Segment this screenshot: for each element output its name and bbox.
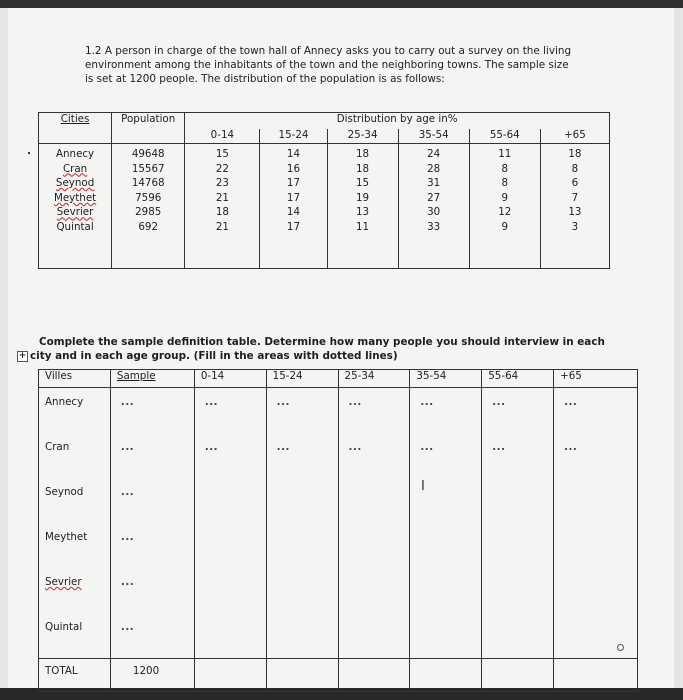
table-row (39, 388, 638, 434)
pct-value: 8 (501, 162, 509, 175)
pct-value: 9 (501, 220, 509, 233)
pct-value: 7 (571, 191, 579, 204)
city-name: Annecy (55, 148, 95, 160)
population-value: 14768 (131, 177, 165, 190)
fill-cell[interactable] (194, 478, 266, 523)
pct-column-55-64 (469, 144, 540, 269)
fill-cell[interactable]: ... (110, 613, 194, 659)
header-distribution: Distribution by age in% (185, 113, 610, 130)
population-distribution-table (38, 112, 610, 269)
pct-value: 13 (356, 206, 370, 219)
fill-cell[interactable] (338, 613, 410, 659)
row-city: Cran (39, 433, 111, 478)
fill-cell[interactable]: ... (410, 433, 482, 478)
pct-value: 3 (571, 220, 579, 233)
fill-cell[interactable]: ... (110, 478, 194, 523)
table-row (39, 433, 638, 478)
pct-value: 18 (215, 206, 229, 219)
fill-cell[interactable] (194, 659, 266, 692)
fill-cell[interactable]: ... (554, 433, 638, 478)
pct-value: 12 (498, 206, 512, 219)
population-value: 15567 (131, 162, 165, 175)
fill-cell[interactable] (410, 659, 482, 692)
pct-value: 30 (427, 206, 441, 219)
fill-cell[interactable]: ... (482, 388, 554, 434)
text-cursor-icon: I (421, 479, 425, 494)
row-city: Annecy (39, 388, 111, 434)
total-label: TOTAL (39, 659, 111, 692)
fill-cell[interactable] (482, 659, 554, 692)
city-name: Quintal (56, 220, 94, 233)
fill-cell[interactable] (410, 568, 482, 613)
fill-cell[interactable] (194, 613, 266, 659)
fill-cell[interactable] (266, 523, 338, 568)
row-city: Seynod (39, 478, 111, 523)
intro-line: environment among the inhabitants of the town and the neighboring towns. The sample size (85, 59, 569, 71)
fill-cell[interactable]: ... (338, 433, 410, 478)
fill-cell[interactable] (554, 523, 638, 568)
pct-value: 17 (286, 177, 301, 190)
pct-value: 23 (215, 177, 229, 190)
population-value: 7596 (135, 191, 162, 204)
row-city: Meythet (39, 523, 111, 568)
fill-cell[interactable]: ... (194, 433, 266, 478)
fill-cell[interactable] (338, 523, 410, 568)
row-city: Quintal (39, 613, 111, 659)
table-move-handle-icon[interactable]: + (18, 350, 27, 361)
pct-column-0-14 (185, 144, 260, 269)
fill-cell[interactable] (194, 568, 266, 613)
total-row (39, 659, 638, 692)
population-value: 49648 (131, 148, 165, 160)
instruction-line: Complete the sample definition table. Determine how many people you should interview in each (39, 336, 605, 348)
pct-value: 22 (215, 162, 229, 175)
fill-cell[interactable] (554, 568, 638, 613)
fill-cell[interactable]: ... (110, 568, 194, 613)
fill-cell[interactable] (338, 478, 410, 523)
pct-value: 6 (571, 177, 579, 190)
pct-column-15-24 (260, 144, 327, 269)
fill-cell[interactable]: ... (266, 433, 338, 478)
fill-cell[interactable] (338, 568, 410, 613)
fill-cell[interactable] (554, 478, 638, 523)
fill-cell[interactable]: ... (110, 523, 194, 568)
fill-cell[interactable] (410, 523, 482, 568)
row-city: Sevrier (39, 568, 111, 613)
stray-dot (28, 152, 30, 154)
pct-value: 14 (286, 206, 301, 219)
col-age: 25-34 (338, 370, 410, 388)
pct-value: 8 (501, 177, 509, 190)
col-villes: Villes (39, 370, 111, 388)
city-name: Meythet (53, 191, 97, 204)
city-column (39, 144, 112, 269)
pct-value: 11 (356, 220, 370, 233)
city-name: Cran (62, 162, 88, 175)
age-header: +65 (540, 129, 609, 144)
pct-value: 18 (356, 162, 370, 175)
pct-value: 17 (286, 220, 301, 233)
sample-definition-table (38, 369, 638, 692)
fill-cell[interactable] (338, 659, 410, 692)
table-row (39, 568, 638, 613)
pct-value: 33 (427, 220, 441, 233)
fill-cell[interactable]: ... (554, 388, 638, 434)
pct-value: 18 (356, 148, 370, 160)
age-header: 15-24 (260, 129, 327, 144)
fill-cell[interactable] (266, 568, 338, 613)
pct-column-25-34 (327, 144, 398, 269)
pct-value: 11 (498, 148, 512, 160)
fill-cell[interactable]: ... (482, 433, 554, 478)
header-cities: Cities (39, 113, 112, 144)
fill-cell[interactable]: ... (410, 388, 482, 434)
col-age: 35-54 (410, 370, 482, 388)
population-value: 692 (138, 220, 159, 233)
pct-value: 18 (568, 148, 582, 160)
city-name: Seynod (55, 177, 95, 190)
fill-cell[interactable] (482, 478, 554, 523)
fill-cell[interactable] (482, 523, 554, 568)
fill-cell[interactable]: ... (110, 433, 194, 478)
fill-cell[interactable]: ... (266, 388, 338, 434)
population-value: 2985 (135, 206, 162, 219)
fill-cell[interactable] (266, 478, 338, 523)
table-row (39, 613, 638, 659)
col-age: +65 (554, 370, 638, 388)
pct-value: 27 (427, 191, 441, 204)
fill-cell[interactable] (554, 659, 638, 692)
intro-paragraph (85, 44, 625, 86)
fill-cell[interactable] (266, 613, 338, 659)
pct-value: 21 (215, 220, 229, 233)
fill-cell[interactable] (410, 613, 482, 659)
pct-value: 15 (356, 177, 370, 190)
age-header: 25-34 (327, 129, 398, 144)
pct-value: 16 (286, 162, 301, 175)
fill-cell[interactable] (482, 613, 554, 659)
age-header: 55-64 (469, 129, 540, 144)
total-value: 1200 (110, 659, 194, 692)
pct-value: 21 (215, 191, 229, 204)
col-age: 55-64 (482, 370, 554, 388)
fill-cell[interactable] (554, 613, 638, 659)
col-age: 0-14 (194, 370, 266, 388)
pct-value: 13 (568, 206, 582, 219)
fill-cell[interactable]: ... (110, 388, 194, 434)
population-column (112, 144, 185, 269)
pct-value: 8 (571, 162, 579, 175)
age-header: 0-14 (185, 129, 260, 144)
pct-value: 9 (501, 191, 509, 204)
pct-column-65-plus (540, 144, 609, 269)
fill-cell[interactable]: ... (194, 388, 266, 434)
table-row (39, 478, 638, 523)
pct-value: 15 (215, 148, 229, 160)
header-population: Population (112, 113, 185, 144)
top-frame-bar (0, 0, 683, 8)
instruction-text (18, 335, 639, 363)
pct-value: 28 (427, 162, 441, 175)
fill-cell[interactable] (194, 523, 266, 568)
fill-cell[interactable] (266, 659, 338, 692)
fill-cell[interactable]: ... (338, 388, 410, 434)
table-row (39, 523, 638, 568)
intro-line: 1.2 A person in charge of the town hall of Annecy asks you to carry out a survey on the living (85, 45, 572, 57)
pct-value: 17 (286, 191, 301, 204)
city-name: Sevrier (56, 206, 94, 219)
instruction-line: + city and in each age group. (Fill in the areas with dotted lines) (18, 350, 398, 362)
col-age: 15-24 (266, 370, 338, 388)
pct-value: 19 (356, 191, 370, 204)
pct-value: 14 (286, 148, 301, 160)
pct-value: 31 (427, 177, 441, 190)
col-sample: Sample (110, 370, 194, 388)
age-header: 35-54 (398, 129, 469, 144)
pct-column-35-54 (398, 144, 469, 269)
table-resize-handle-icon[interactable] (617, 644, 624, 651)
pct-value: 24 (427, 148, 441, 160)
fill-cell[interactable] (482, 568, 554, 613)
intro-line: is set at 1200 people. The distribution of the population is as follows: (85, 73, 445, 85)
